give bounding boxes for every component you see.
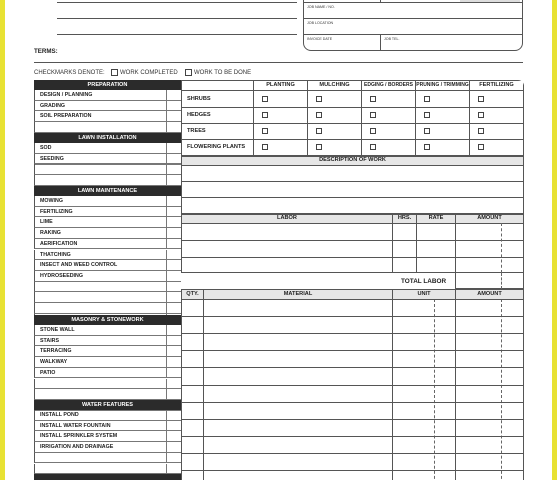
material-row-line (181, 367, 524, 368)
legend-completed-label: WORK COMPLETED (120, 70, 178, 76)
service-item-label: INSECT AND WEED CONTROL (40, 262, 118, 269)
service-check-cell[interactable] (166, 207, 181, 217)
material-row-line (181, 385, 524, 386)
total-labor-field[interactable] (455, 273, 524, 289)
section-header-masonry: MASONRY & STONEWORK (34, 315, 181, 325)
service-row (34, 368, 181, 379)
service-check-cell[interactable] (166, 389, 181, 399)
job-info-box (303, 0, 523, 51)
service-row (34, 303, 181, 314)
service-checkbox[interactable] (262, 128, 268, 134)
material-row-line (181, 419, 524, 420)
service-checkbox[interactable] (478, 96, 484, 102)
service-item-label: INSTALL SPRINKLER SYSTEM (40, 433, 118, 440)
column-planting: PLANTING (254, 81, 307, 90)
job-location-label: JOB LOCATION (307, 21, 334, 25)
service-item-label: HYDROSEEDING (40, 272, 83, 279)
material-row-line (181, 333, 524, 334)
column-edging: EDGING / BORDERS (362, 81, 415, 90)
service-check-cell[interactable] (166, 90, 181, 100)
unit-header: UNIT (393, 290, 455, 299)
service-row (34, 292, 181, 303)
service-check-cell[interactable] (166, 357, 181, 367)
service-item-label: PATIO (40, 369, 56, 376)
invoice-sheet (5, 0, 552, 480)
service-item-label: TERRACING (40, 348, 72, 355)
legend-to-be-done-checkbox (185, 69, 192, 76)
service-check-cell[interactable] (166, 410, 181, 420)
service-check-cell[interactable] (166, 453, 181, 463)
service-check-cell[interactable] (166, 303, 181, 313)
service-item-label: STONE WALL (40, 327, 75, 333)
job-name-label: JOB NAME / NO. (307, 5, 335, 9)
service-item-label: DESIGN / PLANNING (40, 92, 93, 98)
service-checkbox[interactable] (370, 128, 376, 134)
service-check-cell[interactable] (166, 346, 181, 356)
service-checkbox[interactable] (424, 112, 430, 118)
service-item-label: SOD (40, 145, 52, 151)
service-row (34, 207, 181, 218)
service-item-label: LIME (40, 219, 53, 226)
service-item-label: SEEDING (40, 155, 64, 162)
labor-header: LABOR (182, 214, 392, 223)
service-item-label: INSTALL POND (40, 412, 79, 418)
service-item-label: GRADING (40, 102, 66, 109)
service-row (34, 282, 181, 293)
service-check-cell[interactable] (166, 368, 181, 378)
service-checkbox[interactable] (478, 128, 484, 134)
legend-completed-checkbox (111, 69, 118, 76)
service-row (34, 431, 181, 442)
service-check-cell[interactable] (166, 143, 181, 153)
service-check-cell[interactable] (166, 101, 181, 111)
service-check-cell[interactable] (166, 292, 181, 302)
service-row (34, 217, 181, 228)
material-amount-header: AMOUNT (456, 290, 523, 299)
service-row (34, 154, 181, 165)
service-check-cell[interactable] (166, 196, 181, 206)
service-row (34, 122, 181, 133)
service-item-label: INSTALL WATER FOUNTAIN (40, 422, 111, 429)
address-line (57, 18, 297, 19)
hrs-header: HRS. (393, 214, 416, 223)
service-check-cell[interactable] (166, 260, 181, 270)
service-item-label: RAKING (40, 230, 61, 237)
service-check-cell[interactable] (166, 228, 181, 238)
service-row (34, 175, 181, 186)
material-row-line (181, 453, 524, 454)
service-row (34, 453, 181, 464)
service-checkbox[interactable] (478, 112, 484, 118)
service-check-cell[interactable] (166, 464, 181, 474)
service-item-label: FERTILIZING (40, 208, 73, 215)
section-header-preparation: PREPARATION (34, 80, 181, 90)
service-row (34, 421, 181, 432)
service-checkbox[interactable] (424, 96, 430, 102)
service-row (34, 271, 181, 282)
service-check-cell[interactable] (166, 271, 181, 281)
service-row (34, 346, 181, 357)
material-row-line (181, 402, 524, 403)
row-shrubs: SHRUBS (187, 96, 211, 102)
service-item-label: MOWING (40, 198, 63, 204)
service-row (34, 164, 181, 175)
service-check-cell[interactable] (166, 282, 181, 292)
service-row (34, 228, 181, 239)
service-item-label: AERIFICATION (40, 240, 78, 247)
service-checkbox[interactable] (370, 96, 376, 102)
service-check-cell[interactable] (166, 379, 181, 389)
column-mulching: MULCHING (308, 81, 361, 90)
terms-label: TERMS: (34, 48, 58, 55)
total-labor-label: TOTAL LABOR (401, 278, 447, 285)
service-row (34, 90, 181, 101)
service-item-label: IRRIGATION AND DRAINAGE (40, 444, 114, 451)
service-row (34, 239, 181, 250)
service-check-cell[interactable] (166, 217, 181, 227)
service-row (34, 442, 181, 453)
service-row (34, 336, 181, 347)
service-check-cell[interactable] (166, 325, 181, 335)
material-header: MATERIAL (204, 290, 392, 299)
service-checkbox[interactable] (370, 112, 376, 118)
service-check-cell[interactable] (166, 154, 181, 164)
row-trees: TREES (187, 128, 206, 134)
service-row (34, 111, 181, 122)
service-check-cell[interactable] (166, 336, 181, 346)
service-row (34, 325, 181, 336)
service-row (34, 260, 181, 271)
service-item-label: SOIL PREPARATION (40, 113, 92, 120)
service-checkbox[interactable] (424, 128, 430, 134)
labor-amount-header: AMOUNT (456, 214, 523, 223)
service-row (34, 101, 181, 112)
service-row (34, 196, 181, 207)
section-header-water: WATER FEATURES (34, 400, 181, 410)
service-row (34, 379, 181, 390)
service-checkbox[interactable] (478, 144, 484, 150)
service-check-cell[interactable] (166, 122, 181, 132)
service-item-label: STAIRS (40, 337, 60, 344)
service-checkbox[interactable] (316, 112, 322, 118)
service-row (34, 464, 181, 475)
address-line (57, 34, 297, 35)
address-line (57, 2, 297, 3)
legend-to-be-done-label: WORK TO BE DONE (194, 70, 252, 76)
service-item-label: THATCHING (40, 251, 71, 258)
service-check-cell[interactable] (166, 164, 181, 174)
service-row (34, 143, 181, 154)
material-row-line (181, 436, 524, 437)
service-row (34, 389, 181, 400)
service-check-cell[interactable] (166, 431, 181, 441)
material-row-line (181, 316, 524, 317)
invoice-date-label: INVOICE DATE (307, 37, 333, 41)
service-check-cell[interactable] (166, 239, 181, 249)
service-check-cell[interactable] (166, 421, 181, 431)
service-check-cell[interactable] (166, 250, 181, 260)
material-row-line (181, 350, 524, 351)
service-row (34, 410, 181, 421)
service-check-cell[interactable] (166, 442, 181, 452)
section-header-lawn-installation: LAWN INSTALLATION (34, 133, 181, 143)
service-check-cell[interactable] (166, 175, 181, 185)
service-checkbox[interactable] (316, 128, 322, 134)
service-row (34, 357, 181, 368)
material-row-line (181, 470, 524, 471)
legend-label: CHECKMARKS DENOTE: (34, 70, 105, 76)
section-header (34, 474, 181, 480)
qty-header: QTY. (182, 290, 203, 299)
service-checkbox[interactable] (370, 144, 376, 150)
service-check-cell[interactable] (166, 111, 181, 121)
service-row (34, 250, 181, 261)
service-checkbox[interactable] (262, 144, 268, 150)
service-checkbox[interactable] (262, 112, 268, 118)
service-checkbox[interactable] (316, 144, 322, 150)
rate-header: RATE (417, 214, 455, 223)
service-item-label: WALKWAY (40, 359, 68, 366)
section-header-lawn-maintenance: LAWN MAINTENANCE (34, 186, 181, 196)
material-row-line (181, 299, 524, 300)
column-pruning: PRUNING / TRIMMING (416, 82, 469, 88)
row-flowering-plants: FLOWERING PLANTS (187, 144, 246, 150)
service-checkbox[interactable] (262, 96, 268, 102)
description-header: DESCRIPTION OF WORK (182, 156, 523, 165)
column-fertilizing: FERTILIZING (470, 81, 523, 90)
service-checkbox[interactable] (316, 96, 322, 102)
job-tel-label: JOB TEL. (384, 37, 400, 41)
service-checkbox[interactable] (424, 144, 430, 150)
row-hedges: HEDGES (187, 112, 211, 118)
